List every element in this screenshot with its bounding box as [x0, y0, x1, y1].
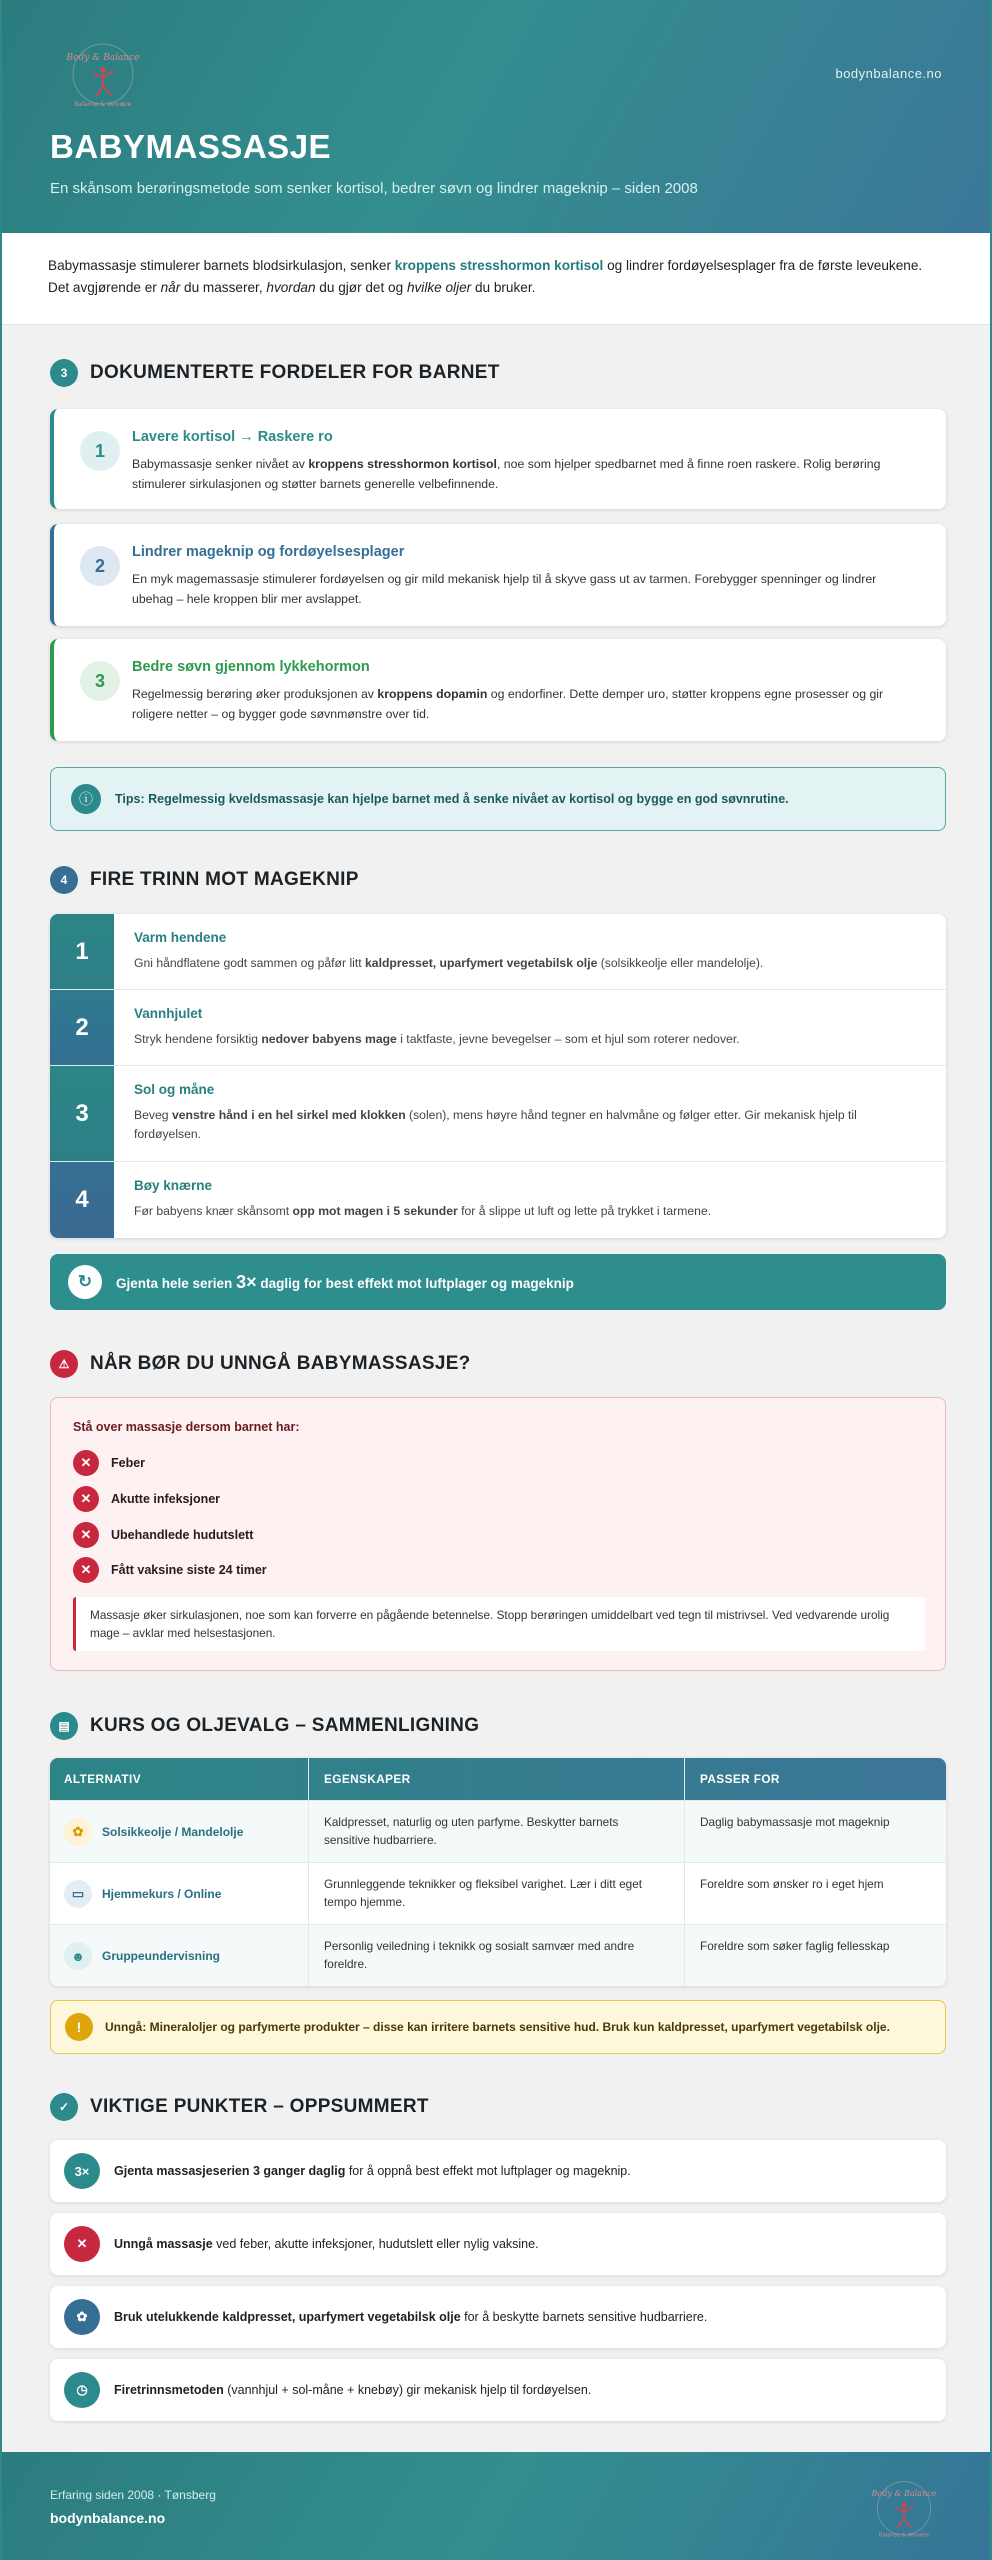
caution-text: Unngå: Mineraloljer og parfymerte produkter – disse kan irritere barnets sensitive hud. Bruk kun kaldpresset, uparfymert vegetabilsk olje. [105, 2020, 890, 2034]
step-number: 1 [50, 914, 114, 989]
benefit-text: Regelmessig berøring øker produksjonen av [132, 687, 378, 701]
repeat-text-part: Gjenta hele serien [116, 1275, 237, 1291]
site-url[interactable]: bodynbalance.no [835, 66, 942, 81]
row-fit: Daglig babymassasje mot mageknip [700, 1815, 890, 1829]
intro-part: Babymassasje stimulerer barnets blodsirkulasjon, senker [48, 258, 395, 273]
repeat-text-part: daglig for best effekt mot luftplager og mageknip [256, 1275, 574, 1291]
table-header [50, 1758, 946, 1800]
step-text: for å slippe ut luft og lette på trykket i tarmene. [457, 1204, 712, 1218]
intro-part: du masserer, [180, 280, 267, 295]
row-option [64, 1801, 243, 1863]
table-icon: ▤ [50, 1712, 78, 1740]
summary-text [114, 2164, 631, 2178]
step-text: (solsikkeolje eller mandelolje). [597, 956, 764, 970]
column-header: PASSER FOR [700, 1772, 780, 1786]
step-title: Varm hendene [134, 930, 227, 945]
steps-list [50, 914, 946, 1238]
summary-item [50, 2213, 946, 2275]
step-bold: opp mot magen i 5 sekunder [292, 1204, 458, 1218]
step-description [134, 1202, 916, 1221]
intro-emphasis: hvordan [266, 280, 316, 295]
step-row [50, 1066, 946, 1162]
step-title: Vannhjulet [134, 1006, 203, 1021]
section-number-badge: 4 [50, 866, 78, 894]
repeat-icon: ↻ [68, 1265, 102, 1299]
step-text: Beveg [134, 1108, 172, 1122]
step-title: Bøy knærne [134, 1178, 213, 1193]
avoid-box [50, 1397, 946, 1671]
sunflower-icon: ✿ [64, 1818, 92, 1846]
tip-text: Tips: Regelmessig kveldsmassasje kan hjelpe barnet med å senke nivået av kortisol og bygge en god søvnrutine. [115, 792, 789, 806]
step-text: i taktfaste, jevne bevegelser – som et hjul som roterer nedover. [396, 1032, 740, 1046]
cross-icon: ✕ [73, 1557, 99, 1583]
benefit-description [132, 569, 916, 609]
intro-emphasis: hvilke oljer [406, 280, 472, 295]
row-properties: Kaldpresset, naturlig og uten parfyme. Beskytter barnets sensitive hudbarriere. [324, 1815, 619, 1847]
benefit-description [132, 684, 916, 724]
row-fit: Foreldre som ønsker ro i eget hjem [700, 1877, 884, 1891]
avoid-item [73, 1486, 220, 1512]
footer-site[interactable]: bodynbalance.no [50, 2510, 166, 2526]
benefits-heading [50, 359, 500, 387]
svg-text:Body & Balance: Body & Balance [871, 2488, 937, 2498]
avoid-item [73, 1522, 253, 1548]
step-description [134, 1030, 916, 1049]
caution-box [50, 2000, 946, 2054]
step-row [50, 990, 946, 1066]
summary-bold: Unngå massasje [114, 2237, 213, 2251]
step-text: (solen), mens høyre hånd tegner en halvmåne og følger etter. Gir mekanisk hjelp til fordøyelsen. [134, 1108, 857, 1141]
benefit-card [50, 639, 946, 741]
step-row [50, 914, 946, 990]
leaf-icon: ✿ [64, 2299, 100, 2335]
step-text: Gni håndflatene godt sammen og påfør litt [134, 956, 366, 970]
table-row [50, 1862, 946, 1924]
compare-heading [50, 1712, 479, 1740]
intro-part: du bruker. [471, 280, 536, 295]
cross-icon: ✕ [73, 1522, 99, 1548]
summary-item [50, 2359, 946, 2421]
row-fit: Foreldre som søker faglig fellesskap [700, 1939, 890, 1953]
repeat-banner [50, 1254, 946, 1310]
cross-icon: ✕ [64, 2226, 100, 2262]
section-title: VIKTIGE PUNKTER – OPPSUMMERT [90, 2096, 429, 2117]
intro-part: og lindrer fordøyelsesplager fra de første leveukene. Det avgjørende er [48, 258, 923, 295]
benefit-title: Lindrer mageknip og fordøyelsesplager [132, 544, 405, 560]
step-bold: venstre hånd i en hel sirkel med klokken [171, 1108, 406, 1122]
section-title: KURS OG OLJEVALG – SAMMENLIGNING [90, 1715, 480, 1736]
column-header: ALTERNATIV [64, 1772, 141, 1786]
summary-text [114, 2310, 707, 2324]
summary-bold: Bruk utelukkende kaldpresset, uparfymert vegetabilsk olje [114, 2310, 461, 2324]
benefit-number: 3 [80, 661, 120, 701]
row-properties: Grunnleggende teknikker og fleksibel varighet. Lær i ditt eget tempo hjemme. [324, 1877, 643, 1909]
steps-heading [50, 866, 359, 894]
cross-icon: ✕ [73, 1450, 99, 1476]
step-title: Sol og måne [134, 1082, 215, 1097]
benefit-card [50, 409, 946, 509]
section-number-badge: 3 [50, 359, 78, 387]
step-number: 2 [50, 990, 114, 1065]
svg-text:Body & Balance: Body & Balance [66, 53, 140, 63]
column-divider [684, 1758, 685, 1986]
row-properties: Personlig veiledning i teknikk og sosialt samvær med andre foreldre. [324, 1939, 635, 1971]
section-title: DOKUMENTERTE FORDELER FOR BARNET [90, 362, 500, 383]
footer-logo[interactable] [864, 2478, 944, 2542]
step-bold: nedover babyens mage [261, 1032, 397, 1046]
footer [2, 2452, 990, 2560]
avoid-item-label: Akutte infeksjoner [111, 1492, 221, 1506]
summary-text [114, 2237, 539, 2251]
option-name: Solsikkeolje / Mandelolje [102, 1825, 244, 1839]
footer-since: Erfaring siden 2008 · Tønsberg [50, 2488, 216, 2502]
repeat-text [116, 1272, 574, 1293]
step-number: 4 [50, 1162, 114, 1238]
benefit-number: 1 [80, 431, 120, 471]
summary-rest: ved feber, akutte infeksjoner, hudutslett eller nylig vaksine. [212, 2237, 539, 2251]
page-subtitle: En skånsom berøringsmetode som senker kortisol, bedrer søvn og lindrer mageknip – siden 2008 [50, 180, 698, 197]
benefit-text: En myk magemassasje stimulerer fordøyelsen og gir mild mekanisk hjelp til å skyve gass ut av tarmen. Forebygger spenninger og lindrer ubehag – hele kroppen blir mer avslappet. [132, 572, 877, 606]
avoid-item-label: Ubehandlede hudutslett [111, 1528, 254, 1542]
step-description [134, 1106, 916, 1144]
summary-item [50, 2286, 946, 2348]
warning-icon: ! [65, 2013, 93, 2041]
info-icon: ⓘ [71, 784, 101, 814]
summary-item [50, 2140, 946, 2202]
benefit-bold: kroppens dopamin [377, 687, 488, 701]
benefit-text: , noe som hjelper spedbarnet med å finne roen raskere. Rolig berøring stimulerer sirkulasjonen og støtter barnets generelle velbefinnende. [132, 457, 881, 491]
svg-text:Balanse & Velvære: Balanse & Velvære [878, 2532, 930, 2539]
column-divider [308, 1758, 309, 1986]
avoid-item [73, 1450, 145, 1476]
row-option [64, 1925, 220, 1986]
step-description [134, 954, 916, 973]
table-row [50, 1800, 946, 1862]
step-text: Stryk hendene forsiktig [134, 1032, 262, 1046]
tip-box [50, 767, 946, 831]
step-text: Før babyens knær skånsomt [134, 1204, 293, 1218]
comparison-table [50, 1758, 946, 1986]
step-row [50, 1162, 946, 1238]
benefit-description [132, 454, 916, 494]
section-title: NÅR BØR DU UNNGÅ BABYMASSASJE? [90, 1353, 471, 1374]
summary-rest: for å beskytte barnets sensitive hudbarriere. [460, 2310, 708, 2324]
avoid-note: Massasje øker sirkulasjonen, noe som kan forverre en pågående betennelse. Stopp berøringen umiddelbart ved tegn til mistrivsel. Ved vedvarende urolig mage – avklar med helsestasjonen. [73, 1597, 925, 1651]
repeat-count: 3× [236, 1271, 257, 1292]
summary-rest: (vannhjul + sol-måne + knebøy) gir mekanisk hjelp til fordøyelsen. [223, 2383, 592, 2397]
summary-bold: Gjenta massasjeserien 3 ganger daglig [114, 2164, 346, 2178]
option-name: Hjemmekurs / Online [102, 1887, 222, 1901]
section-title: FIRE TRINN MOT MAGEKNIP [90, 869, 359, 890]
clock-icon: ◷ [64, 2372, 100, 2408]
summary-bold: Firetrinnsmetoden [114, 2383, 224, 2397]
table-row [50, 1924, 946, 1986]
avoid-item [73, 1557, 267, 1583]
intro-part: du gjør det og [315, 280, 407, 295]
brand-logo[interactable] [58, 40, 148, 112]
benefit-card [50, 524, 946, 626]
svg-text:Balanse & Velvære: Balanse & Velvære [74, 101, 132, 108]
group-icon: ☻ [64, 1942, 92, 1970]
repeat-count-icon: 3× [64, 2153, 100, 2189]
intro-emphasis: når [160, 280, 181, 295]
monitor-icon: ▭ [64, 1880, 92, 1908]
step-number: 3 [50, 1066, 114, 1161]
avoid-intro: Stå over massasje dersom barnet har: [73, 1420, 300, 1434]
benefit-bold: kroppens stresshormon kortisol [308, 457, 497, 471]
hero-header [2, 0, 990, 233]
benefit-text: Babymassasje senker nivået av [132, 457, 309, 471]
step-bold: kaldpresset, uparfymert vegetabilsk olje [365, 956, 598, 970]
avoid-heading [50, 1350, 471, 1378]
avoid-item-label: Fått vaksine siste 24 timer [111, 1563, 267, 1577]
summary-rest: for å oppnå best effekt mot luftplager og mageknip. [345, 2164, 631, 2178]
cross-icon: ✕ [73, 1486, 99, 1512]
warning-triangle-icon: ⚠ [50, 1350, 78, 1378]
avoid-item-label: Feber [111, 1456, 146, 1470]
check-icon: ✓ [50, 2093, 78, 2121]
intro-text [2, 233, 990, 325]
summary-heading [50, 2093, 429, 2121]
option-name: Gruppeundervisning [102, 1949, 221, 1963]
benefit-text: og endorfiner. Dette demper uro, støtter kroppens egne prosesser og gir roligere netter – og bygger gode søvnmønstre over tid. [132, 687, 884, 721]
benefit-title: Bedre søvn gjennom lykkehormon [132, 659, 370, 675]
row-option [64, 1863, 221, 1925]
page-title: BABYMASSASJE [50, 128, 332, 165]
summary-text [114, 2383, 591, 2397]
benefit-number: 2 [80, 546, 120, 586]
column-header: EGENSKAPER [324, 1772, 411, 1786]
intro-highlight: kroppens stresshormon kortisol [394, 258, 604, 273]
benefit-title: Lavere kortisol → Raskere ro [132, 429, 333, 445]
